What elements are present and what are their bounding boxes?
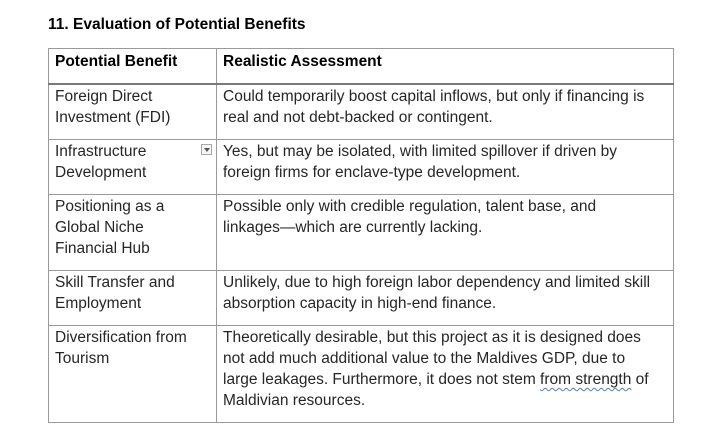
cell-line: Theoretically desirable, but this project as it is designed does: [223, 329, 641, 346]
cell-line: Yes, but may be isolated, with limited spillover if driven by: [223, 143, 618, 160]
cell-line: [223, 369, 667, 390]
cell-line: Global Niche: [55, 219, 144, 236]
assessment-cell[interactable]: [217, 326, 674, 423]
cell-line: Could temporarily boost capital inflows, but only if financing is: [223, 88, 645, 105]
section-heading: 11. Evaluation of Potential Benefits: [48, 16, 306, 33]
column-header-benefit: Potential Benefit: [49, 49, 217, 85]
grammar-flag-underline[interactable]: from strength: [540, 371, 632, 388]
cell-line: Tourism: [55, 350, 110, 367]
benefit-cell[interactable]: [49, 195, 217, 271]
cell-line: Unlikely, due to high foreign labor dependency and limited skill: [223, 274, 651, 291]
table-row: [49, 195, 674, 271]
cell-line: not add much additional value to the Maldives GDP, due to: [223, 350, 626, 367]
cell-line: Maldivian resources.: [223, 392, 366, 409]
assessment-cell[interactable]: [217, 140, 674, 195]
cell-line: foreign firms for enclave-type development.: [223, 164, 521, 181]
cell-line: Financial Hub: [55, 240, 150, 257]
table-header-row: [49, 49, 674, 85]
benefit-cell[interactable]: [49, 84, 217, 140]
column-header-assessment: Realistic Assessment: [217, 49, 674, 85]
cell-line: Diversification from: [55, 329, 187, 346]
benefit-cell[interactable]: [49, 271, 217, 326]
cell-text: of: [631, 371, 649, 388]
cell-line: absorption capacity in high-end finance.: [223, 295, 497, 312]
cell-line: linkages—which are currently lacking.: [223, 219, 483, 236]
benefit-cell[interactable]: [49, 326, 217, 423]
assessment-cell[interactable]: [217, 271, 674, 326]
cell-line: Skill Transfer and: [55, 274, 175, 291]
assessment-cell[interactable]: [217, 195, 674, 271]
cell-line: Possible only with credible regulation, talent base, and: [223, 198, 597, 215]
assessment-cell[interactable]: [217, 84, 674, 140]
cell-content: [55, 141, 210, 183]
cell-line: Development: [55, 164, 147, 181]
cell-line: Employment: [55, 295, 142, 312]
benefits-table: [48, 48, 674, 423]
cell-line: Investment (FDI): [55, 109, 171, 126]
table-row: [49, 271, 674, 326]
cell-text: large leakages. Furthermore, it does not stem: [223, 371, 541, 388]
table-row: [49, 84, 674, 140]
cell-line: Positioning as a: [55, 198, 165, 215]
table-row: [49, 140, 674, 195]
cell-line: Foreign Direct: [55, 88, 153, 105]
cell-line: Infrastructure: [55, 143, 147, 160]
cell-line: real and not debt-backed or contingent.: [223, 109, 493, 126]
benefit-cell[interactable]: [49, 140, 217, 195]
table-row: [49, 326, 674, 423]
dropdown-arrow-icon[interactable]: [201, 144, 212, 155]
